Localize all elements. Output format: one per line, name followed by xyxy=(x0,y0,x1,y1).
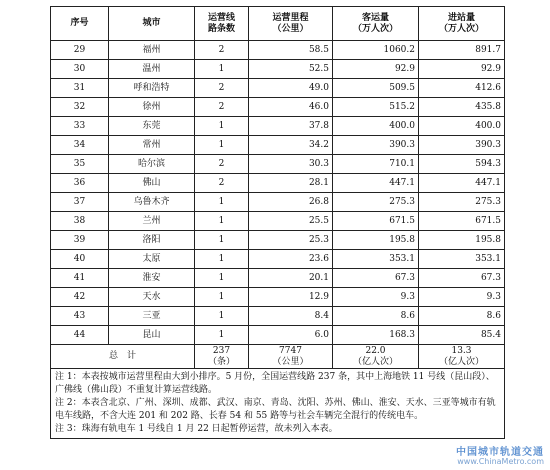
cell-km: 46.0 xyxy=(249,98,333,117)
cell-no: 33 xyxy=(51,117,109,136)
table-row xyxy=(51,326,505,345)
cell-no: 40 xyxy=(51,250,109,269)
cell-lines: 1 xyxy=(195,212,249,231)
table-row xyxy=(51,212,505,231)
cell-lines: 2 xyxy=(195,155,249,174)
cell-passengers: 515.2 xyxy=(333,98,419,117)
cell-lines: 2 xyxy=(195,79,249,98)
total-label: 总 计 xyxy=(51,345,195,369)
cell-city: 天水 xyxy=(109,288,195,307)
cell-no: 37 xyxy=(51,193,109,212)
cell-city: 温州 xyxy=(109,60,195,79)
cell-no: 39 xyxy=(51,231,109,250)
table-row xyxy=(51,250,505,269)
table-body xyxy=(51,41,505,345)
cell-no: 29 xyxy=(51,41,109,60)
cell-km: 8.4 xyxy=(249,307,333,326)
cell-passengers: 447.1 xyxy=(333,174,419,193)
table-header-row xyxy=(51,7,505,41)
cell-km: 26.8 xyxy=(249,193,333,212)
cell-lines: 1 xyxy=(195,326,249,345)
cell-entries: 195.8 xyxy=(419,231,505,250)
cell-no: 38 xyxy=(51,212,109,231)
cell-no: 34 xyxy=(51,136,109,155)
cell-lines: 1 xyxy=(195,193,249,212)
cell-entries: 92.9 xyxy=(419,60,505,79)
cell-entries: 67.3 xyxy=(419,269,505,288)
cell-lines: 2 xyxy=(195,41,249,60)
cell-city: 东莞 xyxy=(109,117,195,136)
cell-city: 淮安 xyxy=(109,269,195,288)
cell-no: 31 xyxy=(51,79,109,98)
cell-km: 28.1 xyxy=(249,174,333,193)
table-row xyxy=(51,41,505,60)
table-row xyxy=(51,193,505,212)
cell-entries: 671.5 xyxy=(419,212,505,231)
table-row xyxy=(51,98,505,117)
cell-no: 44 xyxy=(51,326,109,345)
cell-city: 徐州 xyxy=(109,98,195,117)
cell-lines: 1 xyxy=(195,117,249,136)
cell-passengers: 671.5 xyxy=(333,212,419,231)
header-lines: 运营线 路条数 xyxy=(195,7,249,41)
cell-passengers: 67.3 xyxy=(333,269,419,288)
cell-lines: 1 xyxy=(195,269,249,288)
total-row xyxy=(51,345,505,369)
cell-no: 32 xyxy=(51,98,109,117)
cell-km: 12.9 xyxy=(249,288,333,307)
cell-passengers: 1060.2 xyxy=(333,41,419,60)
cell-entries: 594.3 xyxy=(419,155,505,174)
header-km: 运营里程 （公里） xyxy=(249,7,333,41)
cell-km: 23.6 xyxy=(249,250,333,269)
cell-city: 昆山 xyxy=(109,326,195,345)
cell-no: 35 xyxy=(51,155,109,174)
cell-km: 37.8 xyxy=(249,117,333,136)
cell-lines: 1 xyxy=(195,231,249,250)
cell-km: 49.0 xyxy=(249,79,333,98)
cell-passengers: 509.5 xyxy=(333,79,419,98)
cell-city: 佛山 xyxy=(109,174,195,193)
cell-km: 34.2 xyxy=(249,136,333,155)
cell-city: 太原 xyxy=(109,250,195,269)
notes-row xyxy=(51,369,505,439)
cell-entries: 412.6 xyxy=(419,79,505,98)
table-row xyxy=(51,79,505,98)
notes-cell xyxy=(51,369,505,439)
total-lines: 237 （条） xyxy=(195,345,249,369)
cell-passengers: 92.9 xyxy=(333,60,419,79)
total-passengers: 22.0 （亿人次） xyxy=(333,345,419,369)
cell-entries: 85.4 xyxy=(419,326,505,345)
cell-city: 兰州 xyxy=(109,212,195,231)
cell-km: 25.3 xyxy=(249,231,333,250)
watermark-url: www.ChinaMetro.com xyxy=(457,457,544,466)
cell-entries: 8.6 xyxy=(419,307,505,326)
table-row xyxy=(51,307,505,326)
note-2: 注 2：本表含北京、广州、深圳、成都、武汉、南京、青岛、沈阳、苏州、佛山、淮安、天水、三亚等城市有轨电车线路，不含大连 201 和 202 路、长春 54 和 55 路等与社会车辆完全混行的传统电车。 xyxy=(55,398,496,421)
cell-city: 洛阳 xyxy=(109,231,195,250)
cell-lines: 1 xyxy=(195,60,249,79)
watermark-logo xyxy=(456,448,544,466)
cell-no: 43 xyxy=(51,307,109,326)
cell-lines: 1 xyxy=(195,307,249,326)
cell-passengers: 9.3 xyxy=(333,288,419,307)
table-row xyxy=(51,288,505,307)
cell-passengers: 710.1 xyxy=(333,155,419,174)
watermark-brand: 中国城市轨道交通 xyxy=(456,447,544,458)
table-row xyxy=(51,155,505,174)
cell-no: 42 xyxy=(51,288,109,307)
cell-passengers: 195.8 xyxy=(333,231,419,250)
cell-no: 41 xyxy=(51,269,109,288)
total-km: 7747 （公里） xyxy=(249,345,333,369)
cell-entries: 9.3 xyxy=(419,288,505,307)
note-1: 注 1：本表按城市运营里程由大到小排序。5 月份，全国运营线路 237 条，其中上海地铁 11 号线（昆山段）、广佛线（佛山段）不重复计算运营线路。 xyxy=(55,372,495,395)
header-no: 序号 xyxy=(51,7,109,41)
cell-lines: 1 xyxy=(195,288,249,307)
cell-passengers: 8.6 xyxy=(333,307,419,326)
cell-lines: 1 xyxy=(195,250,249,269)
cell-km: 52.5 xyxy=(249,60,333,79)
header-passengers: 客运量 （万人次） xyxy=(333,7,419,41)
cell-entries: 275.3 xyxy=(419,193,505,212)
metro-statistics-table xyxy=(50,6,505,439)
cell-km: 25.5 xyxy=(249,212,333,231)
table-row xyxy=(51,136,505,155)
cell-no: 36 xyxy=(51,174,109,193)
cell-entries: 891.7 xyxy=(419,41,505,60)
cell-km: 6.0 xyxy=(249,326,333,345)
cell-lines: 2 xyxy=(195,174,249,193)
cell-km: 20.1 xyxy=(249,269,333,288)
total-entries: 13.3 （亿人次） xyxy=(419,345,505,369)
header-entries: 进站量 （万人次） xyxy=(419,7,505,41)
cell-km: 30.3 xyxy=(249,155,333,174)
cell-entries: 400.0 xyxy=(419,117,505,136)
cell-city: 哈尔滨 xyxy=(109,155,195,174)
cell-city: 呼和浩特 xyxy=(109,79,195,98)
cell-no: 30 xyxy=(51,60,109,79)
cell-entries: 353.1 xyxy=(419,250,505,269)
statistics-table-container xyxy=(50,6,504,439)
cell-city: 三亚 xyxy=(109,307,195,326)
cell-entries: 447.1 xyxy=(419,174,505,193)
cell-lines: 2 xyxy=(195,98,249,117)
cell-km: 58.5 xyxy=(249,41,333,60)
cell-passengers: 390.3 xyxy=(333,136,419,155)
cell-passengers: 168.3 xyxy=(333,326,419,345)
cell-lines: 1 xyxy=(195,136,249,155)
table-row xyxy=(51,174,505,193)
cell-passengers: 275.3 xyxy=(333,193,419,212)
cell-entries: 390.3 xyxy=(419,136,505,155)
table-row xyxy=(51,269,505,288)
cell-entries: 435.8 xyxy=(419,98,505,117)
cell-city: 福州 xyxy=(109,41,195,60)
table-row xyxy=(51,231,505,250)
cell-passengers: 353.1 xyxy=(333,250,419,269)
cell-passengers: 400.0 xyxy=(333,117,419,136)
note-3: 注 3：珠海有轨电车 1 号线自 1 月 22 日起暂停运营，故未列入本表。 xyxy=(55,424,338,434)
cell-city: 乌鲁木齐 xyxy=(109,193,195,212)
table-row xyxy=(51,117,505,136)
table-row xyxy=(51,60,505,79)
header-city: 城市 xyxy=(109,7,195,41)
cell-city: 常州 xyxy=(109,136,195,155)
